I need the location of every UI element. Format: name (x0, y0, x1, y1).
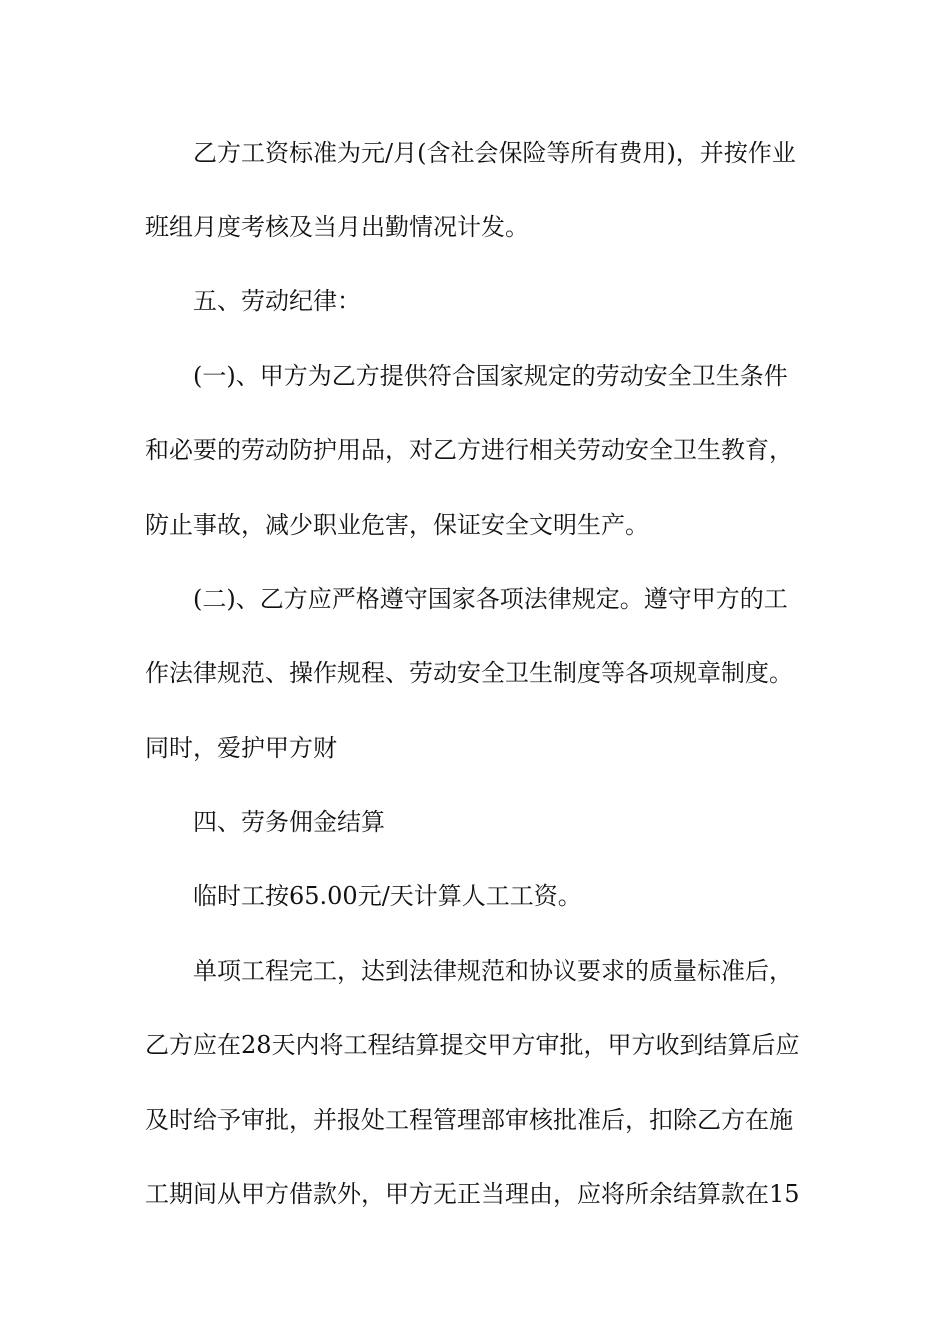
paragraph-wage-standard-line-1: 乙方工资标准为元/月(含社会保险等所有费用)，并按作业 (193, 139, 796, 167)
paragraph-clause-two-line-1: (二)、乙方应严格遵守国家各项法律规定。遵守甲方的工 (193, 585, 788, 613)
paragraph-temporary-worker-rate: 临时工按65.00元/天计算人工工资。 (193, 882, 582, 910)
paragraph-settlement-line-2: 乙方应在28天内将工程结算提交甲方审批，甲方收到结算后应 (145, 1031, 800, 1059)
paragraph-clause-one-line-1: (一)、甲方为乙方提供符合国家规定的劳动安全卫生条件 (193, 362, 788, 390)
paragraph-clause-one-line-3: 防止事故，减少职业危害，保证安全文明生产。 (145, 511, 649, 539)
section-heading-labor-discipline: 五、劳动纪律： (193, 287, 361, 315)
paragraph-settlement-line-1: 单项工程完工，达到法律规范和协议要求的质量标准后， (193, 957, 793, 985)
paragraph-clause-two-line-2: 作法律规范、操作规程、劳动安全卫生制度等各项规章制度。 (145, 659, 793, 687)
paragraph-clause-one-line-2: 和必要的劳动防护用品，对乙方进行相关劳动安全卫生教育， (145, 436, 793, 464)
section-heading-labor-settlement: 四、劳务佣金结算 (193, 808, 385, 836)
paragraph-wage-standard-line-2: 班组月度考核及当月出勤情况计发。 (145, 213, 529, 241)
paragraph-settlement-line-3: 及时给予审批，并报处工程管理部审核批准后，扣除乙方在施 (145, 1106, 793, 1134)
paragraph-settlement-line-4: 工期间从甲方借款外，甲方无正当理由，应将所余结算款在15 (145, 1180, 800, 1208)
paragraph-clause-two-line-3: 同时，爱护甲方财 (145, 734, 337, 762)
